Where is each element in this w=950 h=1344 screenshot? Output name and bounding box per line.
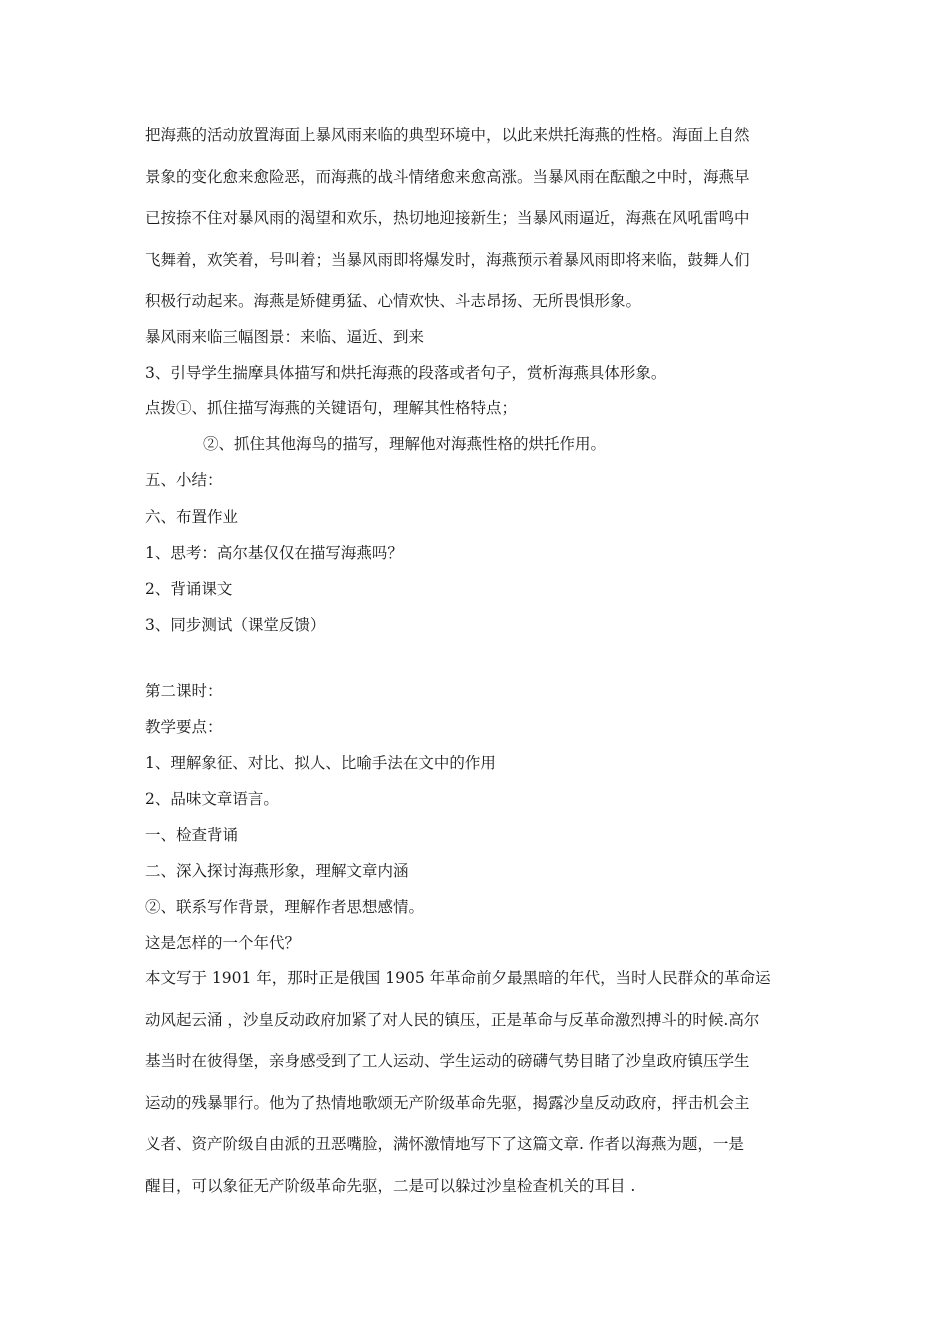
text-line: 3、引导学生揣摩具体描写和烘托海燕的段落或者句子，赏析海燕具体形象。	[145, 364, 667, 382]
paragraph-line: 把海燕的活动放置海面上暴风雨来临的典型环境中，以此来烘托海燕的性格。海面上自然	[145, 126, 750, 144]
list-item: 2、品味文章语言。	[145, 790, 279, 808]
paragraph-line: 醒目，可以象征无产阶级革命先驱，二是可以躲过沙皇检查机关的耳目 .	[145, 1177, 636, 1195]
section-heading: 二、深入探讨海燕形象，理解文章内涵	[145, 862, 409, 880]
text-line: ②、联系写作背景，理解作者思想感情。	[145, 898, 425, 916]
list-item: 3、同步测试（课堂反馈）	[145, 616, 326, 634]
section-heading: 教学要点：	[145, 718, 223, 736]
paragraph-line: 飞舞着，欢笑着，号叫着；当暴风雨即将爆发时，海燕预示着暴风雨即将来临，鼓舞人们	[145, 251, 750, 269]
paragraph-line: 运动的残暴罪行。他为了热情地歌颂无产阶级革命先驱，揭露沙皇反动政府，抨击机会主	[145, 1094, 750, 1112]
paragraph-line: 本文写于 1901 年，那时正是俄国 1905 年革命前夕最黑暗的年代，当时人民群众的革命运	[145, 969, 771, 987]
section-heading: 六、布置作业	[145, 508, 239, 526]
section-heading: 一、检查背诵	[145, 826, 239, 844]
text-line-indented: ②、抓住其他海鸟的描写，理解他对海燕性格的烘托作用。	[203, 435, 607, 453]
section-heading: 五、小结：	[145, 471, 223, 489]
list-item: 1、理解象征、对比、拟人、比喻手法在文中的作用	[145, 754, 496, 772]
paragraph-line: 已按捺不住对暴风雨的渴望和欢乐，热切地迎接新生；当暴风雨逼近，海燕在风吼雷鸣中	[145, 209, 750, 227]
text-line: 点拨①、抓住描写海燕的关键语句，理解其性格特点；	[145, 399, 518, 417]
paragraph-line: 动风起云涌 ，沙皇反动政府加紧了对人民的镇压，正是革命与反革命激烈搏斗的时候.高尔	[145, 1011, 760, 1029]
text-line: 暴风雨来临三幅图景：来临、逼近、到来	[145, 328, 425, 346]
paragraph-line: 基当时在彼得堡，亲身感受到了工人运动、学生运动的磅礴气势目睹了沙皇政府镇压学生	[145, 1052, 750, 1070]
paragraph-line: 义者、资产阶级自由派的丑恶嘴脸，满怀激情地写下了这篇文章. 作者以海燕为题，一是	[145, 1135, 744, 1153]
paragraph-line: 景象的变化愈来愈险恶，而海燕的战斗情绪愈来愈高涨。当暴风雨在酝酿之中时，海燕早	[145, 168, 750, 186]
text-line: 这是怎样的一个年代？	[145, 934, 301, 952]
section-heading: 第二课时：	[145, 682, 223, 700]
paragraph-line: 积极行动起来。海燕是矫健勇猛、心情欢快、斗志昂扬、无所畏惧形象。	[145, 292, 642, 310]
list-item: 2、背诵课文	[145, 580, 233, 598]
list-item: 1、思考：高尔基仅仅在描写海燕吗？	[145, 544, 403, 562]
